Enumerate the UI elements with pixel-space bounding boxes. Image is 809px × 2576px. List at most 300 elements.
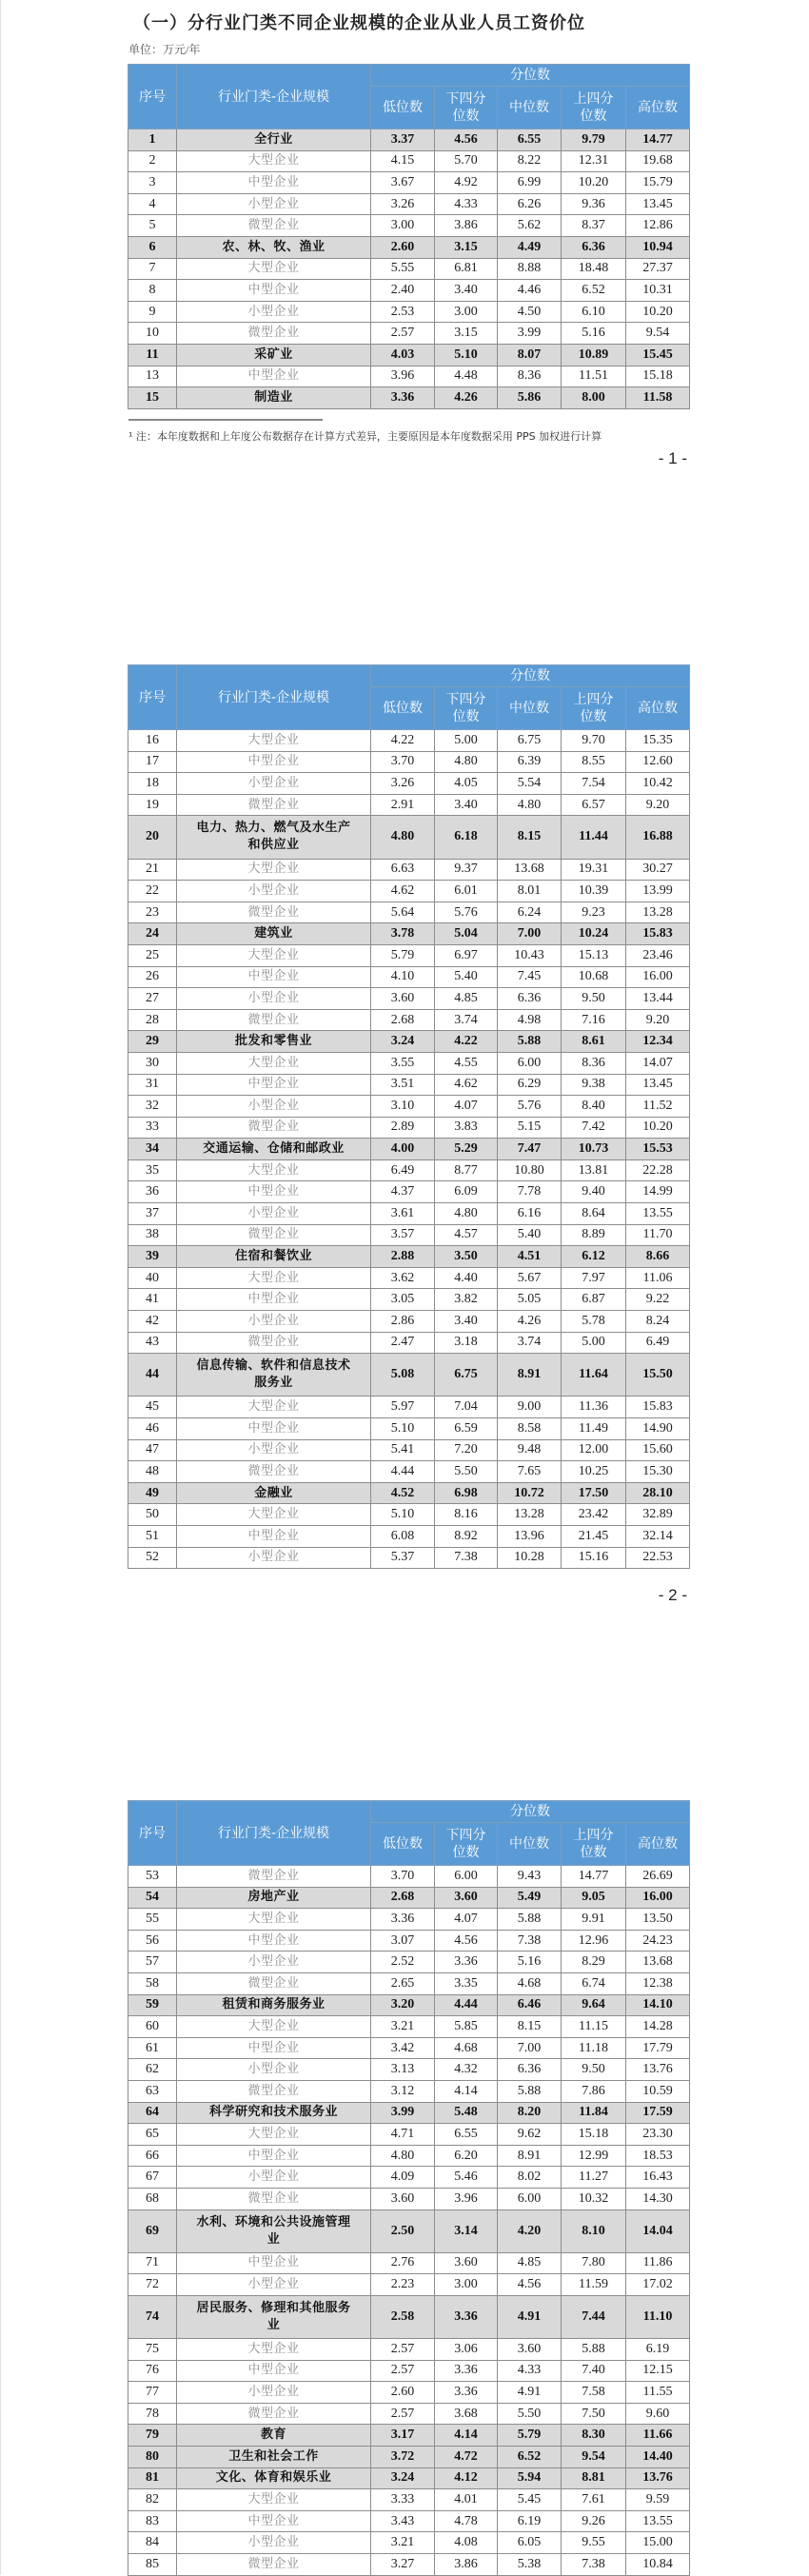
- header-low: 低位数: [383, 100, 423, 115]
- row-number: 22: [128, 881, 177, 902]
- row-category: 租赁和商务服务业: [177, 1994, 371, 2016]
- value-median: 4.85: [498, 2252, 562, 2274]
- value-upper-quartile: 7.97: [562, 1267, 626, 1289]
- row-number: 9: [128, 301, 177, 323]
- value-low: 3.26: [371, 773, 435, 795]
- row-number: 40: [128, 1267, 177, 1289]
- value-high: 9.59: [626, 2489, 690, 2511]
- value-median: 6.75: [498, 730, 562, 752]
- row-number: 85: [128, 2554, 177, 2576]
- row-category: 大型企业: [177, 1504, 371, 1526]
- header-median-cell: [498, 87, 562, 129]
- value-upper-quartile: 8.37: [562, 215, 626, 237]
- value-lower-quartile: 5.76: [435, 902, 498, 923]
- value-high: 13.99: [626, 881, 690, 902]
- value-high: 15.45: [626, 344, 690, 366]
- value-lower-quartile: 3.96: [435, 2188, 498, 2209]
- size-row: [128, 1289, 690, 1311]
- row-category: 大型企业: [177, 1052, 371, 1074]
- size-row: [128, 2188, 690, 2209]
- value-high: 15.35: [626, 730, 690, 752]
- header-lower-quartile-cell: [435, 687, 498, 730]
- value-lower-quartile: 4.44: [435, 1994, 498, 2016]
- value-lower-quartile: 4.14: [435, 2425, 498, 2447]
- value-upper-quartile: 9.54: [562, 2447, 626, 2468]
- value-median: 8.58: [498, 1418, 562, 1440]
- value-lower-quartile: 3.60: [435, 2252, 498, 2274]
- value-lower-quartile: 6.00: [435, 1866, 498, 1888]
- value-lower-quartile: 6.55: [435, 2124, 498, 2146]
- value-median: 5.62: [498, 215, 562, 237]
- value-lower-quartile: 3.83: [435, 1117, 498, 1139]
- row-number: 47: [128, 1439, 177, 1461]
- value-median: 5.45: [498, 2489, 562, 2511]
- footnote: ¹ 注：本年度数据和上年度公布数据存在计算方式差异，主要原因是本年度数据采用 PPS 加权进行计算: [128, 430, 602, 443]
- header-low: 低位数: [383, 701, 423, 716]
- value-low: 3.00: [371, 215, 435, 237]
- value-upper-quartile: 9.38: [562, 1074, 626, 1096]
- value-lower-quartile: 4.05: [435, 773, 498, 795]
- size-row: [128, 966, 690, 988]
- header-low-cell: [371, 87, 435, 129]
- size-row: [128, 1909, 690, 1931]
- value-high: 16.00: [626, 966, 690, 988]
- value-high: 19.68: [626, 150, 690, 172]
- size-row: [128, 1203, 690, 1225]
- value-upper-quartile: 11.64: [562, 1354, 626, 1397]
- value-lower-quartile: 4.40: [435, 1267, 498, 1289]
- size-row: [128, 988, 690, 1010]
- value-lower-quartile: 4.26: [435, 387, 498, 409]
- value-high: 9.22: [626, 1289, 690, 1311]
- header-row: [128, 65, 690, 87]
- value-lower-quartile: 6.75: [435, 1354, 498, 1397]
- row-number: 57: [128, 1952, 177, 1973]
- value-low: 3.26: [371, 193, 435, 215]
- header-category: 行业门类-企业规模: [177, 665, 371, 730]
- header-upper-quartile: 上四分位数: [573, 692, 614, 724]
- value-upper-quartile: 13.81: [562, 1159, 626, 1181]
- value-high: 11.58: [626, 387, 690, 409]
- row-category: 中型企业: [177, 2145, 371, 2167]
- value-lower-quartile: 6.98: [435, 1482, 498, 1504]
- header-low: 低位数: [383, 1836, 423, 1852]
- size-row: [128, 1311, 690, 1333]
- value-lower-quartile: 6.81: [435, 258, 498, 280]
- value-high: 24.23: [626, 1930, 690, 1952]
- value-low: 3.96: [371, 366, 435, 387]
- value-upper-quartile: 18.48: [562, 258, 626, 280]
- value-median: 8.36: [498, 366, 562, 387]
- value-upper-quartile: 8.00: [562, 387, 626, 409]
- value-median: 6.55: [498, 129, 562, 151]
- value-upper-quartile: 5.16: [562, 323, 626, 345]
- row-category: 居民服务、修理和其他服务业: [177, 2295, 371, 2338]
- row-category: 小型企业: [177, 1311, 371, 1333]
- value-median: 4.50: [498, 301, 562, 323]
- value-high: 11.10: [626, 2295, 690, 2338]
- row-number: 84: [128, 2532, 177, 2554]
- value-median: 6.00: [498, 1052, 562, 1074]
- wage-table-page-1: [128, 64, 690, 409]
- value-lower-quartile: 6.20: [435, 2145, 498, 2167]
- value-high: 13.45: [626, 193, 690, 215]
- size-row: [128, 1267, 690, 1289]
- value-high: 11.86: [626, 2252, 690, 2274]
- row-category: 微型企业: [177, 2188, 371, 2209]
- value-lower-quartile: 6.01: [435, 881, 498, 902]
- value-high: 14.07: [626, 1052, 690, 1074]
- size-row: [128, 1547, 690, 1569]
- value-high: 32.89: [626, 1504, 690, 1526]
- row-number: 68: [128, 2188, 177, 2209]
- value-low: 5.10: [371, 1418, 435, 1440]
- value-upper-quartile: 9.05: [562, 1887, 626, 1909]
- value-low: 4.62: [371, 881, 435, 902]
- value-median: 5.86: [498, 387, 562, 409]
- value-median: 8.91: [498, 1354, 562, 1397]
- value-median: 6.36: [498, 2059, 562, 2081]
- value-low: 4.10: [371, 966, 435, 988]
- value-median: 8.07: [498, 344, 562, 366]
- value-median: 4.91: [498, 2382, 562, 2404]
- value-high: 13.68: [626, 1952, 690, 1973]
- header-upper-quartile-cell: [562, 687, 626, 730]
- value-median: 6.05: [498, 2532, 562, 2554]
- row-category: 微型企业: [177, 2080, 371, 2102]
- row-number: 42: [128, 1311, 177, 1333]
- value-upper-quartile: 12.96: [562, 1930, 626, 1952]
- value-high: 14.77: [626, 129, 690, 151]
- row-number: 11: [128, 344, 177, 366]
- value-low: 2.68: [371, 1887, 435, 1909]
- value-high: 10.20: [626, 301, 690, 323]
- row-category: 中型企业: [177, 751, 371, 773]
- row-number: 5: [128, 215, 177, 237]
- size-row: [128, 2403, 690, 2425]
- row-number: 19: [128, 794, 177, 816]
- value-high: 12.34: [626, 1031, 690, 1053]
- size-row: [128, 2274, 690, 2296]
- row-number: 74: [128, 2295, 177, 2338]
- value-low: 2.68: [371, 1009, 435, 1031]
- value-high: 17.79: [626, 2037, 690, 2059]
- header-category: 行业门类-企业规模: [177, 1801, 371, 1866]
- value-low: 3.37: [371, 129, 435, 151]
- value-low: 2.86: [371, 1311, 435, 1333]
- value-upper-quartile: 9.91: [562, 1909, 626, 1931]
- header-quantiles: 分位数: [371, 65, 690, 87]
- size-row: [128, 2016, 690, 2038]
- value-low: 4.15: [371, 150, 435, 172]
- row-category: 中型企业: [177, 2252, 371, 2274]
- row-number: 17: [128, 751, 177, 773]
- row-category: 科学研究和技术服务业: [177, 2102, 371, 2124]
- value-high: 15.30: [626, 1461, 690, 1483]
- value-upper-quartile: 14.77: [562, 1866, 626, 1888]
- value-median: 6.36: [498, 988, 562, 1010]
- row-number: 33: [128, 1117, 177, 1139]
- value-low: 2.47: [371, 1332, 435, 1354]
- size-row: [128, 2532, 690, 2554]
- value-low: 3.10: [371, 1096, 435, 1118]
- row-category: 中型企业: [177, 2510, 371, 2532]
- value-high: 17.02: [626, 2274, 690, 2296]
- value-median: 3.99: [498, 323, 562, 345]
- size-row: [128, 1009, 690, 1031]
- row-number: 29: [128, 1031, 177, 1053]
- value-upper-quartile: 7.16: [562, 1009, 626, 1031]
- value-median: 4.80: [498, 794, 562, 816]
- row-category: 微型企业: [177, 794, 371, 816]
- row-number: 54: [128, 1887, 177, 1909]
- value-upper-quartile: 9.70: [562, 730, 626, 752]
- value-high: 13.50: [626, 1909, 690, 1931]
- size-row: [128, 881, 690, 902]
- size-row: [128, 1181, 690, 1203]
- value-low: 5.64: [371, 902, 435, 923]
- row-number: 25: [128, 944, 177, 966]
- value-median: 4.46: [498, 280, 562, 302]
- value-lower-quartile: 4.85: [435, 988, 498, 1010]
- value-upper-quartile: 8.64: [562, 1203, 626, 1225]
- value-median: 5.54: [498, 773, 562, 795]
- value-upper-quartile: 10.68: [562, 966, 626, 988]
- value-low: 3.21: [371, 2532, 435, 2554]
- row-number: 67: [128, 2167, 177, 2189]
- value-median: 7.00: [498, 923, 562, 945]
- industry-row: [128, 1482, 690, 1504]
- row-category: 微型企业: [177, 1972, 371, 1994]
- value-high: 13.76: [626, 2467, 690, 2489]
- size-row: [128, 2167, 690, 2189]
- value-low: 4.22: [371, 730, 435, 752]
- value-high: 9.20: [626, 1009, 690, 1031]
- header-high: 高位数: [638, 701, 679, 716]
- row-number: 7: [128, 258, 177, 280]
- value-upper-quartile: 6.36: [562, 236, 626, 258]
- value-upper-quartile: 9.55: [562, 2532, 626, 2554]
- value-high: 9.20: [626, 794, 690, 816]
- value-median: 9.48: [498, 1439, 562, 1461]
- size-row: [128, 2489, 690, 2511]
- value-upper-quartile: 8.81: [562, 2467, 626, 2489]
- row-number: 82: [128, 2489, 177, 2511]
- size-row: [128, 1117, 690, 1139]
- header-quantiles: 分位数: [371, 665, 690, 687]
- value-high: 13.55: [626, 2510, 690, 2532]
- row-category: 大型企业: [177, 2016, 371, 2038]
- value-lower-quartile: 4.07: [435, 1909, 498, 1931]
- value-high: 11.52: [626, 1096, 690, 1118]
- value-high: 13.45: [626, 1074, 690, 1096]
- value-lower-quartile: 5.10: [435, 344, 498, 366]
- value-lower-quartile: 3.74: [435, 1009, 498, 1031]
- value-median: 4.33: [498, 2360, 562, 2382]
- value-low: 4.71: [371, 2124, 435, 2146]
- value-low: 2.76: [371, 2252, 435, 2274]
- row-number: 10: [128, 323, 177, 345]
- industry-row: [128, 923, 690, 945]
- value-median: 9.00: [498, 1397, 562, 1418]
- value-lower-quartile: 4.48: [435, 366, 498, 387]
- value-high: 12.86: [626, 215, 690, 237]
- row-number: 24: [128, 923, 177, 945]
- value-upper-quartile: 15.16: [562, 1547, 626, 1569]
- value-lower-quartile: 4.72: [435, 2447, 498, 2468]
- row-number: 43: [128, 1332, 177, 1354]
- value-lower-quartile: 5.40: [435, 966, 498, 988]
- value-lower-quartile: 5.04: [435, 923, 498, 945]
- size-row: [128, 2360, 690, 2382]
- header-row: [128, 665, 690, 687]
- value-high: 16.88: [626, 816, 690, 859]
- row-category: 大型企业: [177, 730, 371, 752]
- row-category: 大型企业: [177, 1909, 371, 1931]
- value-high: 23.46: [626, 944, 690, 966]
- value-low: 3.33: [371, 2489, 435, 2511]
- industry-row: [128, 1887, 690, 1909]
- value-median: 4.20: [498, 2209, 562, 2252]
- row-number: 72: [128, 2274, 177, 2296]
- value-lower-quartile: 5.85: [435, 2016, 498, 2038]
- industry-row: [128, 1246, 690, 1268]
- row-number: 6: [128, 236, 177, 258]
- size-row: [128, 1159, 690, 1181]
- value-high: 14.30: [626, 2188, 690, 2209]
- value-upper-quartile: 23.42: [562, 1504, 626, 1526]
- value-low: 4.37: [371, 1181, 435, 1203]
- industry-row: [128, 2447, 690, 2468]
- value-low: 5.37: [371, 1547, 435, 1569]
- value-low: 3.21: [371, 2016, 435, 2038]
- value-low: 3.24: [371, 2467, 435, 2489]
- value-median: 4.68: [498, 1972, 562, 1994]
- industry-row: [128, 387, 690, 409]
- row-category: 小型企业: [177, 1952, 371, 1973]
- value-lower-quartile: 6.18: [435, 816, 498, 859]
- row-number: 55: [128, 1909, 177, 1931]
- value-low: 5.55: [371, 258, 435, 280]
- value-high: 14.28: [626, 2016, 690, 2038]
- size-row: [128, 323, 690, 345]
- value-low: 3.36: [371, 387, 435, 409]
- value-upper-quartile: 15.18: [562, 2124, 626, 2146]
- value-median: 5.49: [498, 1887, 562, 1909]
- row-category: 中型企业: [177, 1181, 371, 1203]
- row-number: 69: [128, 2209, 177, 2252]
- value-median: 7.00: [498, 2037, 562, 2059]
- value-median: 6.46: [498, 1994, 562, 2016]
- header-lower-quartile-cell: [435, 1823, 498, 1866]
- value-upper-quartile: 7.86: [562, 2080, 626, 2102]
- row-category: 采矿业: [177, 344, 371, 366]
- size-row: [128, 1866, 690, 1888]
- value-lower-quartile: 4.62: [435, 1074, 498, 1096]
- value-upper-quartile: 9.40: [562, 1181, 626, 1203]
- row-category: 小型企业: [177, 301, 371, 323]
- value-lower-quartile: 3.40: [435, 794, 498, 816]
- value-high: 9.54: [626, 323, 690, 345]
- value-low: 2.57: [371, 2360, 435, 2382]
- size-row: [128, 859, 690, 881]
- value-lower-quartile: 3.36: [435, 2360, 498, 2382]
- row-number: 15: [128, 387, 177, 409]
- row-category: 微型企业: [177, 215, 371, 237]
- value-upper-quartile: 7.54: [562, 773, 626, 795]
- value-upper-quartile: 11.84: [562, 2102, 626, 2124]
- row-category: 微型企业: [177, 2554, 371, 2576]
- row-number: 46: [128, 1418, 177, 1440]
- value-upper-quartile: 10.32: [562, 2188, 626, 2209]
- value-median: 4.26: [498, 1311, 562, 1333]
- size-row: [128, 1074, 690, 1096]
- value-median: 10.28: [498, 1547, 562, 1569]
- value-upper-quartile: 6.57: [562, 794, 626, 816]
- value-lower-quartile: 3.18: [435, 1332, 498, 1354]
- row-number: 41: [128, 1289, 177, 1311]
- value-upper-quartile: 9.79: [562, 129, 626, 151]
- unit-label: 单位：万元/年: [128, 43, 201, 56]
- header-quantiles: 分位数: [371, 1801, 690, 1823]
- value-low: 3.12: [371, 2080, 435, 2102]
- value-low: 2.91: [371, 794, 435, 816]
- value-upper-quartile: 7.40: [562, 2360, 626, 2382]
- value-low: 2.88: [371, 1246, 435, 1268]
- value-median: 7.45: [498, 966, 562, 988]
- value-high: 10.42: [626, 773, 690, 795]
- size-row: [128, 1052, 690, 1074]
- size-row: [128, 902, 690, 923]
- size-row: [128, 2145, 690, 2167]
- footnote-divider: [128, 419, 323, 421]
- size-row: [128, 1418, 690, 1440]
- row-category: 中型企业: [177, 1525, 371, 1547]
- row-number: 39: [128, 1246, 177, 1268]
- value-lower-quartile: 4.12: [435, 2467, 498, 2489]
- value-high: 10.20: [626, 1117, 690, 1139]
- value-low: 2.53: [371, 301, 435, 323]
- value-high: 17.59: [626, 2102, 690, 2124]
- value-median: 6.24: [498, 902, 562, 923]
- row-number: 77: [128, 2382, 177, 2404]
- value-low: 5.41: [371, 1439, 435, 1461]
- value-low: 2.60: [371, 2382, 435, 2404]
- row-category: 全行业: [177, 129, 371, 151]
- value-high: 10.59: [626, 2080, 690, 2102]
- row-number: 44: [128, 1354, 177, 1397]
- value-upper-quartile: 8.89: [562, 1224, 626, 1246]
- row-number: 79: [128, 2425, 177, 2447]
- row-category: 批发和零售业: [177, 1031, 371, 1053]
- value-high: 32.14: [626, 1525, 690, 1547]
- value-high: 14.10: [626, 1994, 690, 2016]
- industry-row: [128, 1139, 690, 1160]
- value-upper-quartile: 8.30: [562, 2425, 626, 2447]
- wage-table-page-3: [128, 1800, 690, 2576]
- header-upper-quartile-cell: [562, 1823, 626, 1866]
- value-median: 3.74: [498, 1332, 562, 1354]
- value-lower-quartile: 3.00: [435, 301, 498, 323]
- row-number: 76: [128, 2360, 177, 2382]
- value-high: 11.06: [626, 1267, 690, 1289]
- value-median: 13.68: [498, 859, 562, 881]
- value-low: 2.57: [371, 2339, 435, 2361]
- row-category: 中型企业: [177, 366, 371, 387]
- row-category: 金融业: [177, 1482, 371, 1504]
- value-upper-quartile: 21.45: [562, 1525, 626, 1547]
- row-number: 75: [128, 2339, 177, 2361]
